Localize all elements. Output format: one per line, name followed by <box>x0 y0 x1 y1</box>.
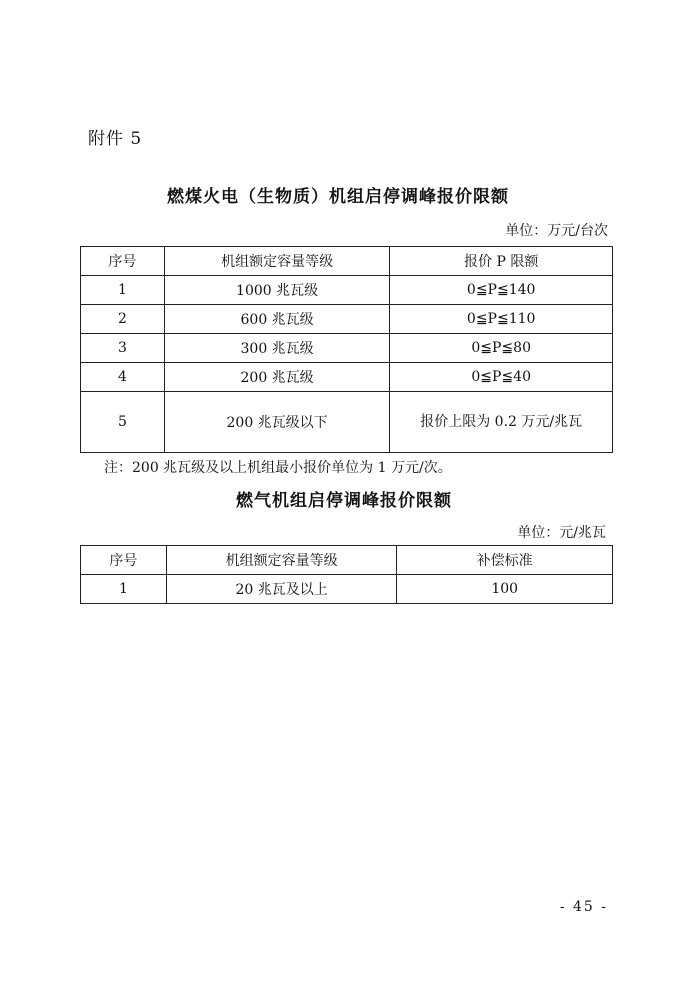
header-cell: 报价 P 限额 <box>390 247 613 276</box>
table-row <box>81 392 613 453</box>
header-cell: 补偿标准 <box>397 546 613 575</box>
table-cell: 200 兆瓦级 <box>164 363 390 392</box>
header-cell: 机组额定容量等级 <box>164 247 390 276</box>
table-cell: 4 <box>81 363 165 392</box>
table-cell: 2 <box>81 305 165 334</box>
gas-table-unit: 单位：元/兆瓦 <box>517 525 606 541</box>
table-row <box>81 276 613 305</box>
table-cell: 0≦P≦140 <box>390 276 613 305</box>
gas-quote-limit-table <box>80 545 613 604</box>
header-cell: 序号 <box>81 546 167 575</box>
table-cell: 5 <box>81 392 165 453</box>
page-number: - 45 - <box>559 899 608 915</box>
table-row <box>81 363 613 392</box>
table-cell: 20 兆瓦及以上 <box>166 575 397 604</box>
table-row <box>81 305 613 334</box>
table-header-row <box>81 247 613 276</box>
coal-table-note: 注：200 兆瓦级及以上机组最小报价单位为 1 万元/次。 <box>104 460 452 476</box>
gas-table-title: 燃气机组启停调峰报价限额 <box>236 491 452 511</box>
table-cell: 200 兆瓦级以下 <box>164 392 390 453</box>
table-cell: 报价上限为 0.2 万元/兆瓦 <box>390 392 613 453</box>
table-cell: 0≦P≦110 <box>390 305 613 334</box>
table-cell: 3 <box>81 334 165 363</box>
table-cell: 1 <box>81 276 165 305</box>
header-cell: 机组额定容量等级 <box>166 546 397 575</box>
table-cell: 0≦P≦40 <box>390 363 613 392</box>
attachment-label: 附件 5 <box>88 129 143 149</box>
table-cell: 1000 兆瓦级 <box>164 276 390 305</box>
coal-table-unit: 单位：万元/台次 <box>505 223 608 239</box>
table-cell: 600 兆瓦级 <box>164 305 390 334</box>
table-header-row <box>81 546 613 575</box>
table-row <box>81 334 613 363</box>
table-cell: 300 兆瓦级 <box>164 334 390 363</box>
coal-quote-limit-table <box>80 246 613 453</box>
table-cell: 1 <box>81 575 167 604</box>
table-cell: 100 <box>397 575 613 604</box>
coal-table-title: 燃煤火电（生物质）机组启停调峰报价限额 <box>167 187 509 207</box>
header-cell: 序号 <box>81 247 165 276</box>
table-cell: 0≦P≦80 <box>390 334 613 363</box>
table-row <box>81 575 613 604</box>
